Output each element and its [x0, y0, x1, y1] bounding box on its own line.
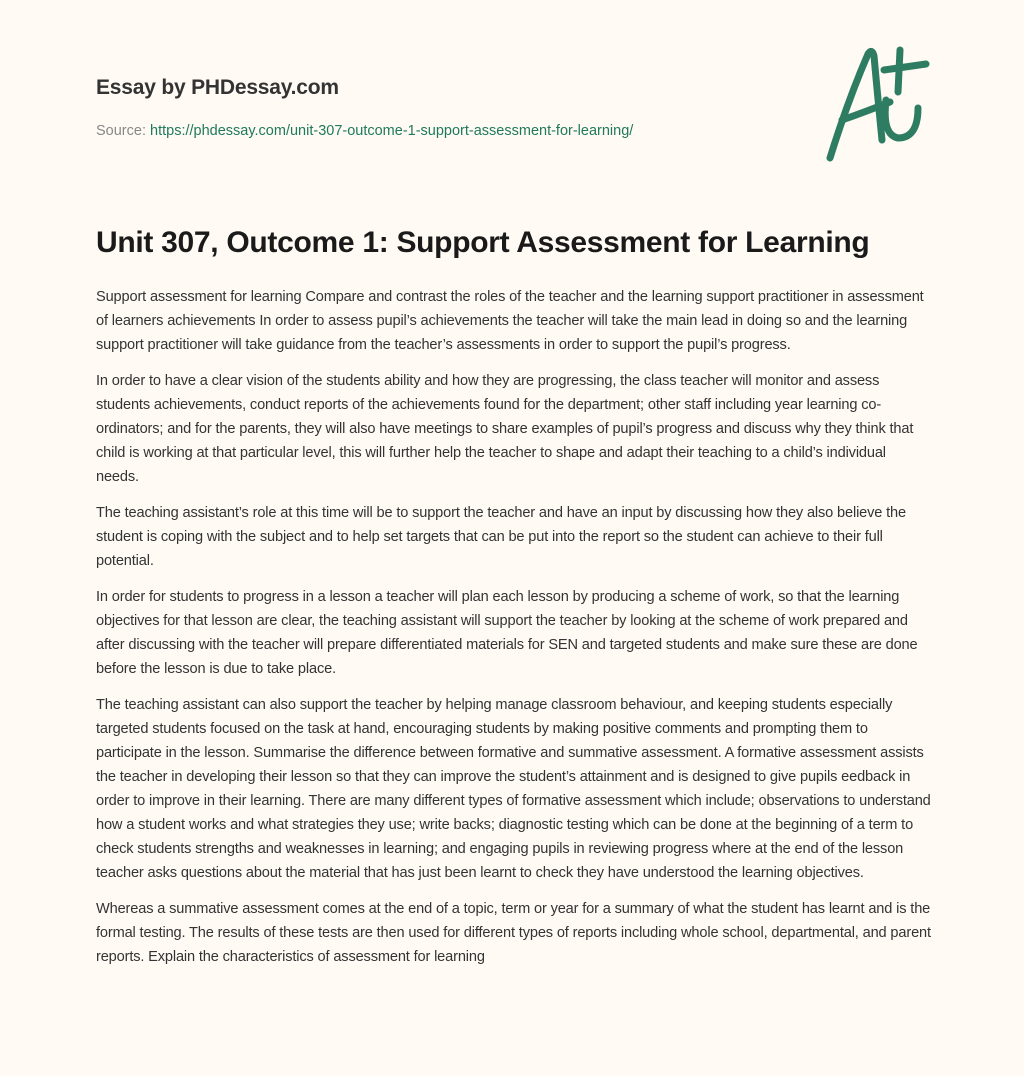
paragraph: The teaching assistant can also support the teacher by helping manage classroom behaviour, and keeping students especially targeted students focused on the task at hand, encouraging students by making positive comments and prompting them to participate in the lesson. Summarise the difference between formative and summative assessment. A formative assessment assists the teacher in developing their lesson so that they can improve the student’s attainment and is designed to give pupils eedback in order to improve in their learning. There are many different types of formative assessment which include; observations to understand how a student works and what strategies they use; write backs; diagnostic testing which can be done at the beginning of a term to check students strengths and weaknesses in learning; and engaging pupils in reviewing progress where at the end of the lesson teacher asks questions about the material that has just been learnt to check they have understood the learning objectives.	[96, 697, 931, 881]
site-brand: Essay by PHDessay.com	[96, 76, 339, 99]
paragraph: Support assessment for learning Compare and contrast the roles of the teacher and the learning support practitioner in assessment of learners achievements In order to assess pupil’s achievements the teacher will take the main lead in doing so and the learning support practitioner will take guidance from the teacher’s assessments in order to support the pupil’s progress.	[96, 289, 924, 353]
paragraph: In order to have a clear vision of the students ability and how they are progressing, the class teacher will monitor and assess students achievements, conduct reports of the achievements found for the department; other staff including year learning co-ordinators; and for the parents, they will also have meetings to share examples of pupil’s progress and discuss why they think that child is working at that particular level, this will further help the teacher to shape and adapt their teaching to a child’s individual needs.	[96, 373, 914, 485]
paragraph: Whereas a summative assessment comes at the end of a topic, term or year for a summary of what the student has learnt and is the formal testing. The results of these tests are then used for different types of reports including whole school, departmental, and parent reports. Explain the characteristics of assessment for learning	[96, 901, 931, 965]
paragraph: In order for students to progress in a lesson a teacher will plan each lesson by producing a scheme of work, so that the learning objectives for that lesson are clear, the teaching assistant will support the teacher by looking at the scheme of work prepared and after discussing with the teacher will prepare differentiated materials for SEN and targeted students and make sure these are done before the lesson is due to take place.	[96, 589, 918, 677]
article-body	[96, 285, 932, 981]
paragraph: The teaching assistant’s role at this time will be to support the teacher and have an input by discussing how they also believe the student is coping with the subject and to help set targets that can be put into the report so the student can achieve to their full potential.	[96, 505, 906, 569]
source-label: Source:	[96, 123, 146, 139]
article-title: Unit 307, Outcome 1: Support Assessment for Learning	[96, 226, 870, 259]
a-plus-logo-icon	[820, 40, 930, 165]
source-line	[96, 123, 633, 139]
source-link[interactable]: https://phdessay.com/unit-307-outcome-1-support-assessment-for-learning/	[150, 123, 634, 139]
